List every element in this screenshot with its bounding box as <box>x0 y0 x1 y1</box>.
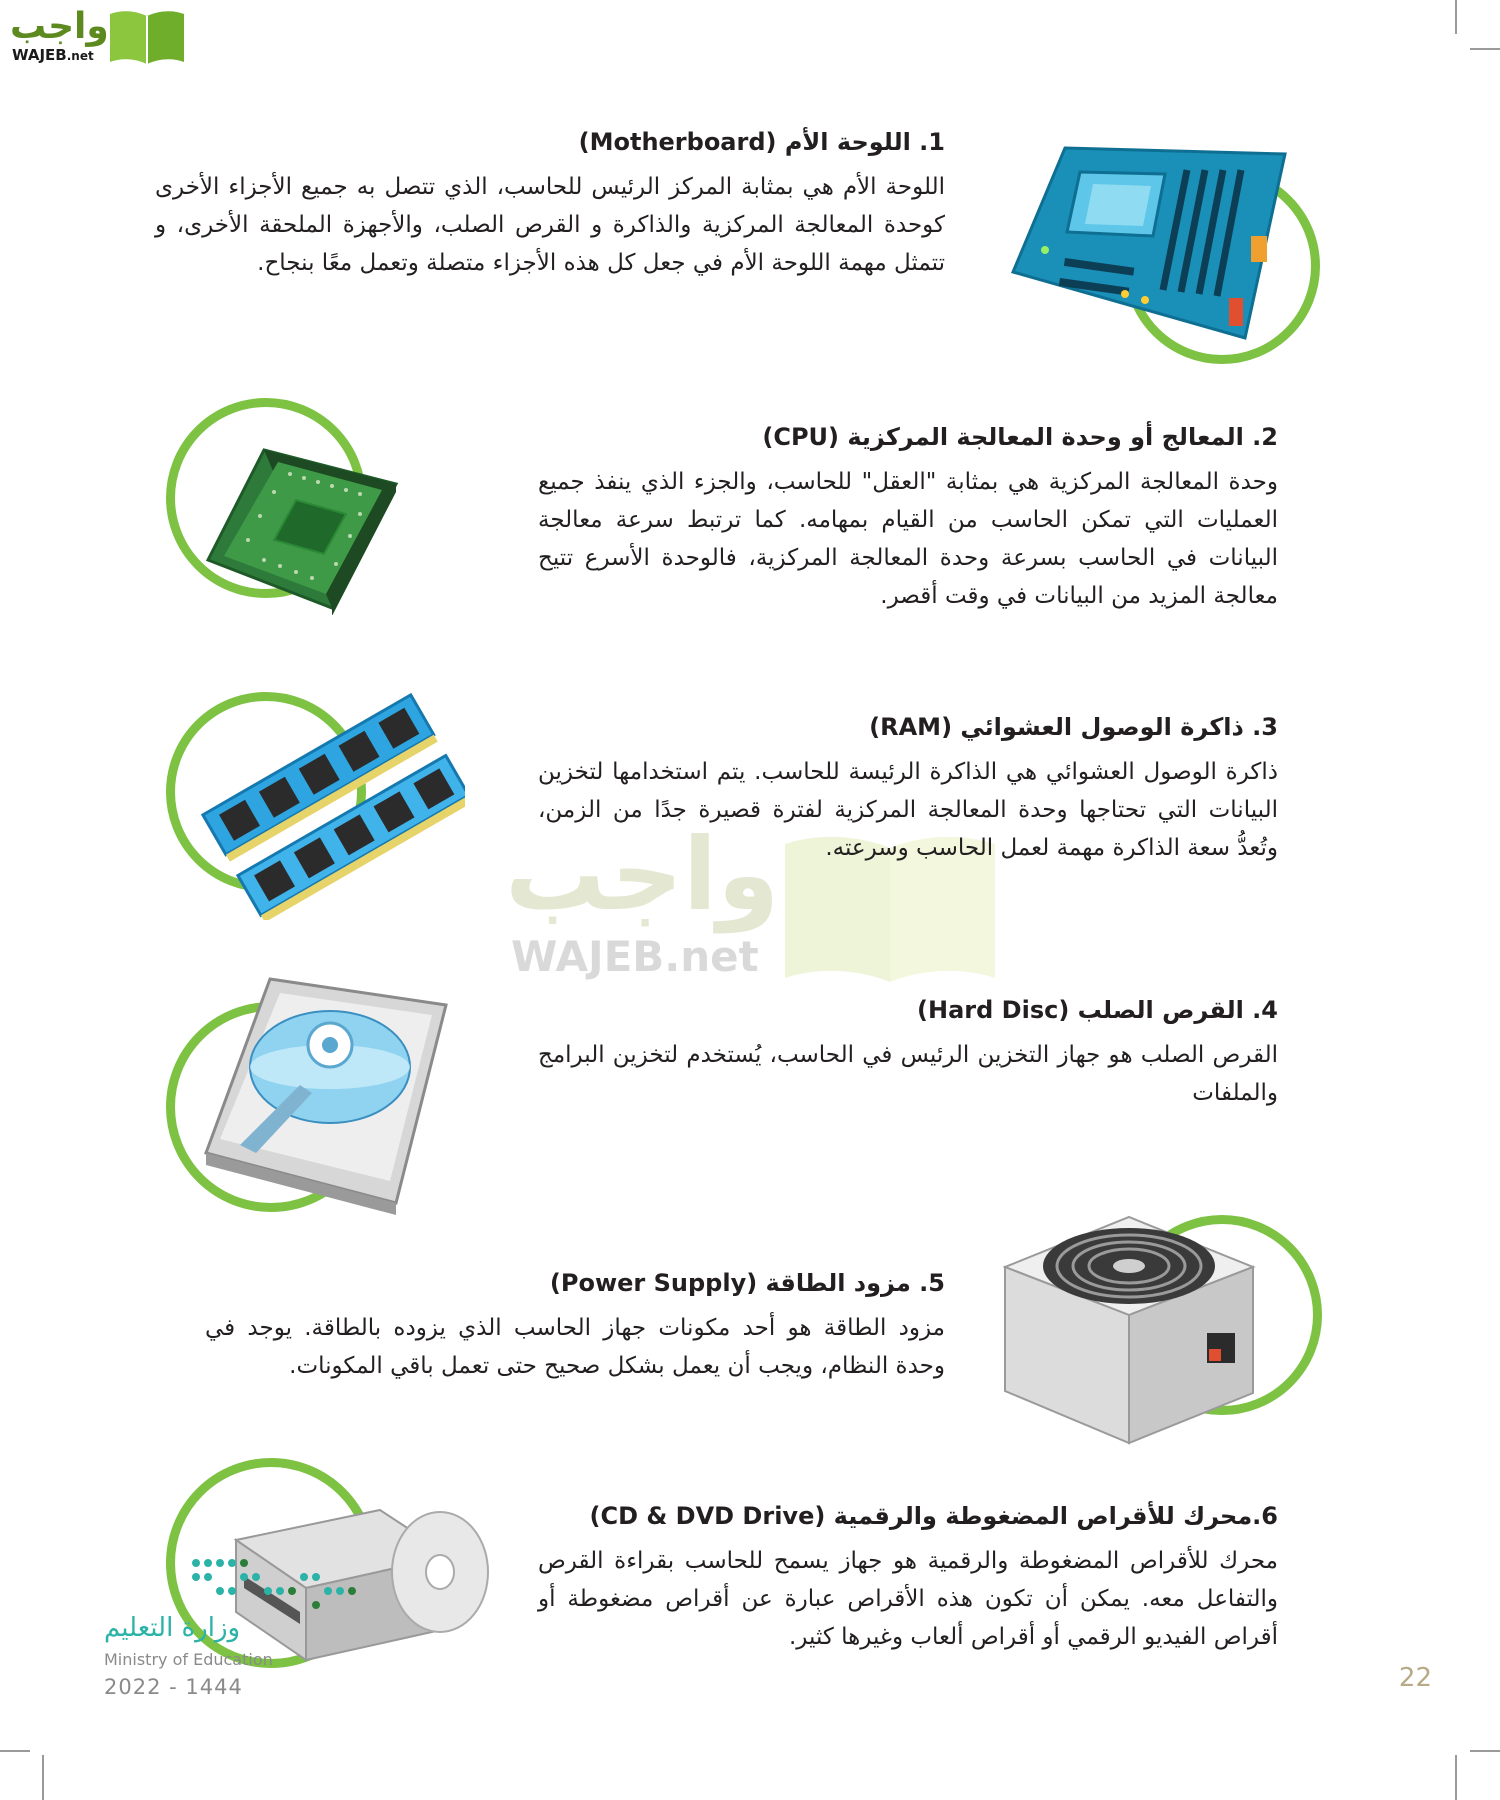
ministry-arabic: وزارة التعليم <box>104 1613 241 1643</box>
section-body: اللوحة الأم هي بمثابة المركز الرئيس للحاسب، الذي تتصل به جميع الأجزاء الأخرى كوحدة المعالجة المركزية والذاكرة و القرص الصلب، والأجهزة الملحقة الأخرى، و تتمثل مهمة اللوحة الأم في جعل كل هذه الأجزاء متصلة وتعمل معًا بنجاح. <box>155 174 945 276</box>
watermark-arabic: واجب <box>505 816 780 933</box>
section-title: 1. اللوحة الأم (Motherboard) <box>578 128 945 156</box>
section-title: 4. القرص الصلب (Hard Disc) <box>917 996 1278 1024</box>
crop-mark <box>42 1755 44 1800</box>
crop-mark <box>1470 1750 1500 1752</box>
ministry-logo <box>100 1555 360 1715</box>
crop-mark <box>1470 48 1500 50</box>
crop-mark <box>1455 0 1457 34</box>
ministry-emblem-icon <box>186 1555 366 1611</box>
logo-arabic: واجب <box>10 6 109 47</box>
page-number: 22 <box>1398 1663 1432 1693</box>
ram-module-icon <box>195 690 465 920</box>
section-title: 5. مزود الطاقة (Power Supply) <box>549 1269 945 1297</box>
crop-mark <box>1455 1755 1457 1800</box>
cpu-chip-icon <box>200 440 410 615</box>
watermark-latin: WAJEB.net <box>511 932 759 981</box>
section-body: ذاكرة الوصول العشوائي هي الذاكرة الرئيسة للحاسب. يتم استخدامها لتخزين البيانات التي تحتاجها وحدة المعالجة المركزية لفترة قصيرة جدًا من الزمن، وتُعدُّ سعة الذاكرة مهمة لعمل الحاسب وسرعته. <box>538 759 1278 861</box>
section-title: 3. ذاكرة الوصول العشوائي (RAM) <box>869 713 1278 741</box>
section-body: القرص الصلب هو جهاز التخزين الرئيس في الحاسب، يُستخدم لتخزين البرامج والملفات <box>538 1042 1278 1106</box>
section-title: 6.محرك للأقراص المضغوطة والرقمية (CD & DVD Drive) <box>589 1502 1278 1530</box>
motherboard-icon <box>1005 140 1290 340</box>
section-body: محرك للأقراص المضغوطة والرقمية هو جهاز يسمح للحاسب بقراءة القرص والتفاعل معه. يمكن أن تكون هذه الأقراص عبارة عن أقراص مضغوطة أو أقراص الفيديو الرقمي أو أقراص ألعاب وغيرها كثير. <box>538 1548 1278 1650</box>
wajeb-logo[interactable] <box>8 6 193 68</box>
crop-mark <box>0 1750 30 1752</box>
hard-disk-icon <box>200 975 450 1215</box>
section-body: مزود الطاقة هو أحد مكونات جهاز الحاسب الذي يزوده بالطاقة. يوجد في وحدة النظام، ويجب أن يعمل بشكل صحيح حتى تعمل باقي المكونات. <box>205 1315 945 1379</box>
logo-latin: WAJEB.net <box>12 46 94 64</box>
section-title: 2. المعالج أو وحدة المعالجة المركزية (CPU) <box>762 423 1278 451</box>
power-supply-icon <box>1003 1215 1258 1445</box>
ministry-year: 2022 - 1444 <box>104 1675 243 1699</box>
ministry-english: Ministry of Education <box>104 1650 273 1669</box>
open-book-icon <box>106 8 188 66</box>
section-body: وحدة المعالجة المركزية هي بمثابة "العقل" للحاسب، والجزء الذي ينفذ جميع العمليات التي تمكن الحاسب من القيام بمهامه. كما ترتبط سرعة معالجة البيانات في الحاسب بسرعة وحدة المعالجة المركزية، فالوحدة الأسرع تتيح معالجة المزيد من البيانات في وقت أقصر. <box>538 469 1278 609</box>
